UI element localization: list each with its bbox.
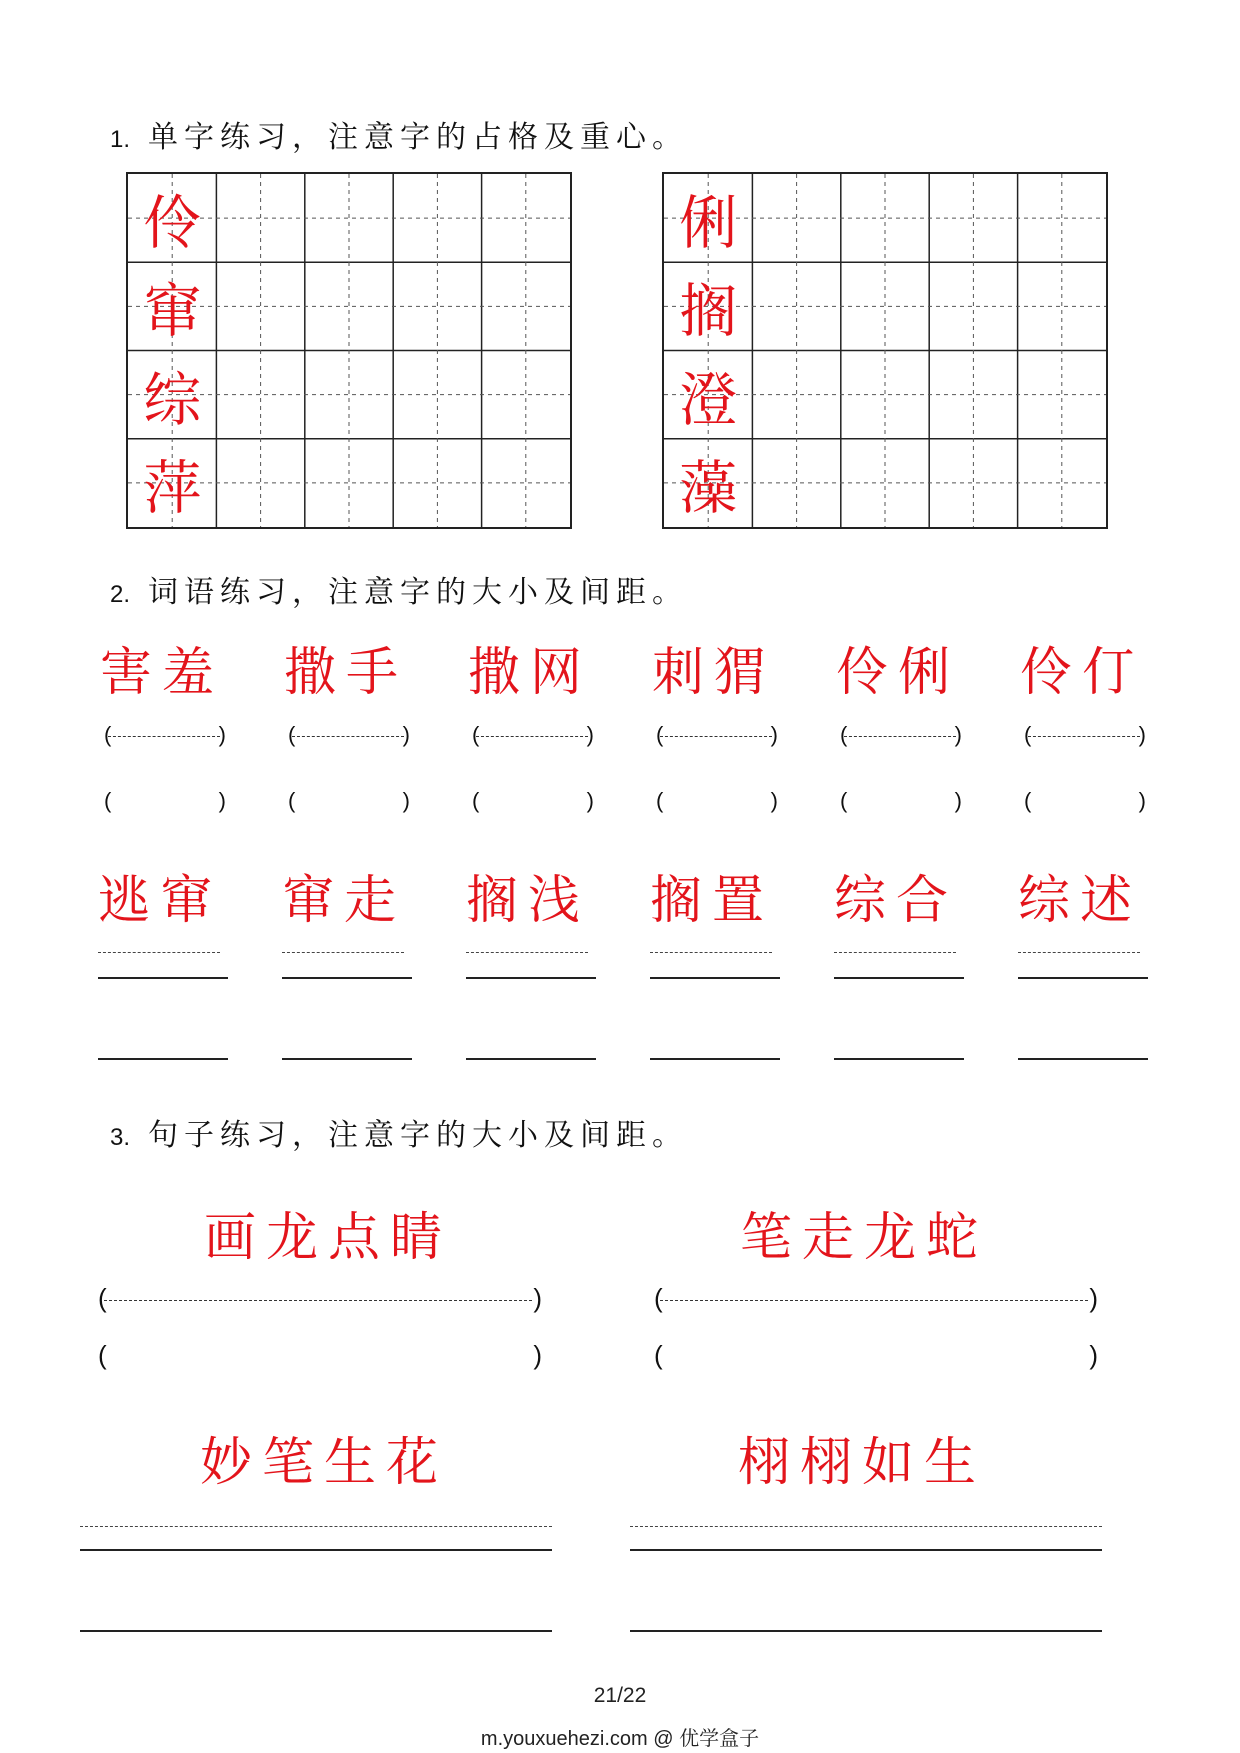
writing-line (80, 1630, 552, 1632)
pinyin-blank: ( ) (1024, 788, 1146, 813)
pinyin-blank: ( ) (656, 788, 778, 813)
writing-line (282, 1058, 412, 1060)
writing-line (1018, 952, 1148, 979)
footer-source: m.youxuehezi.com @ 优学盒子 (480, 1728, 760, 1750)
writing-line (98, 952, 228, 979)
word-model: 害羞 (99, 643, 224, 703)
section-2-heading (110, 567, 688, 611)
word-model: 撒网 (467, 643, 592, 703)
writing-line (834, 952, 964, 979)
model-character: 藻 (679, 453, 738, 522)
pinyin-blank: ( ) (98, 1340, 542, 1370)
word-model: 窜走 (281, 871, 406, 931)
model-character: 澄 (679, 365, 738, 434)
writing-line (834, 1058, 964, 1060)
writing-line (98, 1058, 228, 1060)
writing-line (282, 952, 412, 979)
section-1-number: 1. (110, 126, 131, 153)
word-model: 刺猬 (651, 643, 776, 703)
writing-line (630, 1526, 1102, 1551)
section-1-heading (110, 112, 688, 156)
word-model: 撒手 (283, 643, 408, 703)
pinyin-blank: ( ) (654, 1340, 1098, 1370)
section-3-number: 3. (110, 1124, 131, 1151)
character-grid-left (126, 172, 572, 529)
writing-line (1018, 1058, 1148, 1060)
pinyin-blank: ( ) (472, 788, 594, 813)
pinyin-blank-dashed: ( ) (288, 722, 410, 747)
section-3-heading (110, 1110, 688, 1154)
word-model: 伶俐 (835, 643, 960, 703)
writing-line (466, 1058, 596, 1060)
model-character: 萍 (143, 453, 202, 522)
model-character: 俐 (679, 189, 738, 258)
phrase: 笔走龙蛇 (740, 1208, 989, 1268)
word-model: 搁浅 (465, 871, 590, 931)
section-2-number: 2. (110, 581, 131, 608)
writing-line (650, 1058, 780, 1060)
pinyin-blank-dashed: ( ) (472, 722, 594, 747)
pinyin-blank-dashed: ( ) (654, 1283, 1098, 1313)
pinyin-blank-dashed: ( ) (656, 722, 778, 747)
phrase: 栩栩如生 (738, 1433, 987, 1493)
phrase: 妙笔生花 (200, 1433, 449, 1493)
section-2-title: 词语练习，注意字的大小及间距。 (148, 575, 689, 610)
character-grid-right (662, 172, 1108, 529)
writing-line (630, 1630, 1102, 1632)
writing-line (466, 952, 596, 979)
writing-line (80, 1526, 552, 1551)
model-character: 窜 (143, 277, 202, 346)
pinyin-blank: ( ) (840, 788, 962, 813)
model-character: 伶 (143, 189, 202, 258)
pinyin-blank-dashed: ( ) (104, 722, 226, 747)
section-1-title: 单字练习，注意字的占格及重心。 (148, 120, 689, 155)
pinyin-blank-dashed: ( ) (98, 1283, 542, 1313)
section-3-title: 句子练习，注意字的大小及间距。 (148, 1118, 689, 1153)
word-model: 伶仃 (1019, 643, 1144, 703)
word-model: 搁置 (649, 871, 774, 931)
word-model: 逃窜 (97, 871, 222, 931)
model-character: 搁 (679, 277, 738, 346)
model-character: 综 (143, 365, 202, 434)
pinyin-blank-dashed: ( ) (840, 722, 962, 747)
page-number: 21/22 (593, 1684, 647, 1707)
phrase: 画龙点睛 (204, 1208, 453, 1268)
pinyin-blank: ( ) (104, 788, 226, 813)
pinyin-blank-dashed: ( ) (1024, 722, 1146, 747)
word-model: 综述 (1017, 871, 1142, 931)
word-model: 综合 (833, 871, 958, 931)
pinyin-blank: ( ) (288, 788, 410, 813)
writing-line (650, 952, 780, 979)
